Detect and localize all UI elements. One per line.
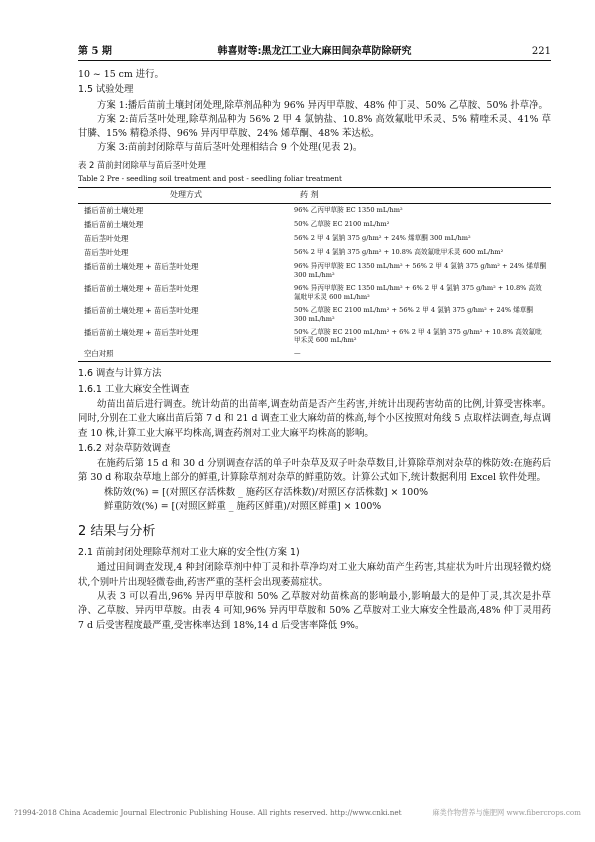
site-watermark: 麻类作物营养与施肥网 www.fibercrops.com xyxy=(432,808,581,817)
page-footer xyxy=(14,808,581,819)
scheme-3-paragraph: 方案 3:苗前封闭除草与苗后茎叶处理相结合 9 个处理(见表 2)。 xyxy=(97,142,363,154)
agent-cell: 50% 乙草胺 EC 2100 mL/hm² xyxy=(294,220,390,229)
table-row xyxy=(78,218,551,232)
table-row xyxy=(78,326,551,348)
table-row xyxy=(78,282,551,304)
treatment-cell: 空白对照 xyxy=(84,349,114,359)
table-row xyxy=(78,246,551,260)
page-number: 221 xyxy=(531,46,551,57)
agent-cell: 56% 2 甲 4 氯钠 375 g/hm² + 10.8% 高效氟吡甲禾灵 600 mL/hm² xyxy=(294,248,504,257)
table-row xyxy=(78,204,551,218)
intro-line: 10 ~ 15 cm 进行。 xyxy=(78,69,164,80)
agent-cell: 96% 异丙甲草胺 EC 1350 mL/hm² + 56% 2 甲 4 氯钠 375 g/hm² + 24% 烯草酮 300 mL/hm² xyxy=(294,262,547,280)
results-paragraph-2: 从表 3 可以看出,96% 异丙甲草胺和 50% 乙草胺对幼苗株高的影响最小,影响最大的是仲丁灵,其次是扑草净、乙草胺、异丙甲草胺。由表 4 可知,96% 异丙甲草胺和 50% 乙草胺对工业大麻安全性最高,48% 仲丁灵用药 7 d 后受害程度最严重,受害株率达到 18%,14 d 后受害率降低 9%。 xyxy=(78,590,551,631)
section-2-1-heading: 2.1 苗前封闭处理除草剂对工业大麻的安全性(方案 1) xyxy=(78,547,300,559)
agent-cell: 96% 异丙甲草胺 EC 1350 mL/hm² + 6% 2 甲 4 氯钠 375 g/hm² + 10.8% 高效氟吡甲禾灵 600 mL/hm² xyxy=(294,284,542,301)
section-1-6-heading: 1.6 调查与计算方法 xyxy=(78,368,162,380)
safety-survey-paragraph: 幼苗出苗后进行调查。统计幼苗的出苗率,调查幼苗是否产生药害,并统计出现药害幼苗的比例,计算受害株率。同时,分别在工业大麻出苗后第 7 d 和 21 d 调查工业大麻幼苗的株高,每个小区按照对角线 5 点取样法调查,每点调查 10 株,计算工业大麻平均株高,调查药剂对工业大麻平均株高的影响。 xyxy=(78,398,551,439)
agent-cell: — xyxy=(294,349,301,358)
treatment-cell: 播后苗前土壤处理 + 苗后茎叶处理 xyxy=(84,262,199,272)
table-2 xyxy=(78,187,551,362)
agent-cell: 50% 乙草胺 EC 2100 mL/hm² + 56% 2 甲 4 氯钠 375 g/hm² + 24% 烯草酮 300 mL/hm² xyxy=(294,305,533,323)
table-2-caption-en: Table 2 Pre - seedling soil treatment and post - seedling foliar treatment xyxy=(78,173,342,183)
agent-cell: 96% 乙丙甲草胺 EC 1350 mL/hm² xyxy=(294,206,403,215)
agent-cell: 56% 2 甲 4 氯钠 375 g/hm² + 24% 烯草酮 300 mL/hm² xyxy=(294,234,471,243)
table-row xyxy=(78,260,551,282)
table-row xyxy=(78,232,551,246)
table-header-treatment: 处理方式 xyxy=(78,188,294,204)
treatment-cell: 苗后茎叶处理 xyxy=(84,248,129,258)
table-row xyxy=(78,304,551,326)
table-header-agent: 药 剂 xyxy=(294,188,551,204)
treatment-cell: 播后苗前土壤处理 + 苗后茎叶处理 xyxy=(84,284,199,293)
running-title: 韩喜财等:黑龙江工业大麻田间杂草防除研究 xyxy=(217,46,412,57)
scheme-2-paragraph: 方案 2:苗后茎叶处理,除草剂品种为 56% 2 甲 4 氯钠盐、10.8% 高效氟吡甲禾灵、5% 精喹禾灵、41% 草甘膦、15% 精稳杀得、96% 异丙甲草胺、24% 烯草酮、48% 苯达松。 xyxy=(78,113,551,140)
table-2-caption-cn: 表 2 苗前封闭除草与苗后茎叶处理 xyxy=(78,159,206,170)
section-2-heading: 2 结果与分析 xyxy=(78,524,156,540)
issue-number: 第 5 期 xyxy=(78,46,112,57)
treatment-cell: 播后苗前土壤处理 + 苗后茎叶处理 xyxy=(84,305,199,315)
treatment-cell: 苗后茎叶处理 xyxy=(84,234,129,244)
section-1-5-heading: 1.5 试验处理 xyxy=(78,84,134,96)
table-row xyxy=(78,347,551,361)
agent-cell: 50% 乙草胺 EC 2100 mL/hm² + 6% 2 甲 4 氯钠 375 g/hm² + 10.8% 高效氟吡甲禾灵 600 mL/hm² xyxy=(294,327,542,345)
header-rule xyxy=(78,60,551,61)
treatment-cell: 播后苗前土壤处理 xyxy=(84,206,144,216)
plant-control-formula: 株防效(%) = [(对照区存活株数 _ 施药区存活株数)/对照区存活株数] × 100% xyxy=(104,486,429,498)
fresh-weight-formula: 鲜重防效(%) = [(对照区鲜重 _ 施药区鲜重)/对照区鲜重] × 100% xyxy=(104,501,382,512)
copyright-line: ?1994-2018 China Academic Journal Electronic Publishing House. All rights reserved. http://www.cnki.net xyxy=(14,808,402,817)
section-1-6-1-heading: 1.6.1 工业大麻安全性调查 xyxy=(78,383,190,395)
section-1-6-2-heading: 1.6.2 对杂草防效调查 xyxy=(78,442,171,454)
weed-control-paragraph: 在施药后第 15 d 和 30 d 分别调查存活的单子叶杂草及双子叶杂草数目,计算除草剂对杂草的株防效:在施药后第 30 d 称取杂草地上部分的鲜重,计算除草剂对杂草的鲜重防效。计算公式如下,统计数据利用 Excel 软件处理。 xyxy=(78,458,551,484)
treatment-cell: 播后苗前土壤处理 xyxy=(84,220,144,230)
treatment-cell: 播后苗前土壤处理 + 苗后茎叶处理 xyxy=(84,327,199,337)
scheme-1-paragraph: 方案 1:播后苗前土壤封闭处理,除草剂品种为 96% 异丙甲草胺、48% 仲丁灵、50% 乙草胺、50% 扑草净。 xyxy=(97,99,548,111)
article-body xyxy=(78,68,551,633)
results-paragraph-1: 通过田间调查发现,4 种封闭除草剂中仲丁灵和扑草净均对工业大麻幼苗产生药害,其症状为叶片出现轻微灼烧状,个别叶片出现轻微卷曲,药害严重的茎杆会出现萎蔫症状。 xyxy=(78,562,551,588)
